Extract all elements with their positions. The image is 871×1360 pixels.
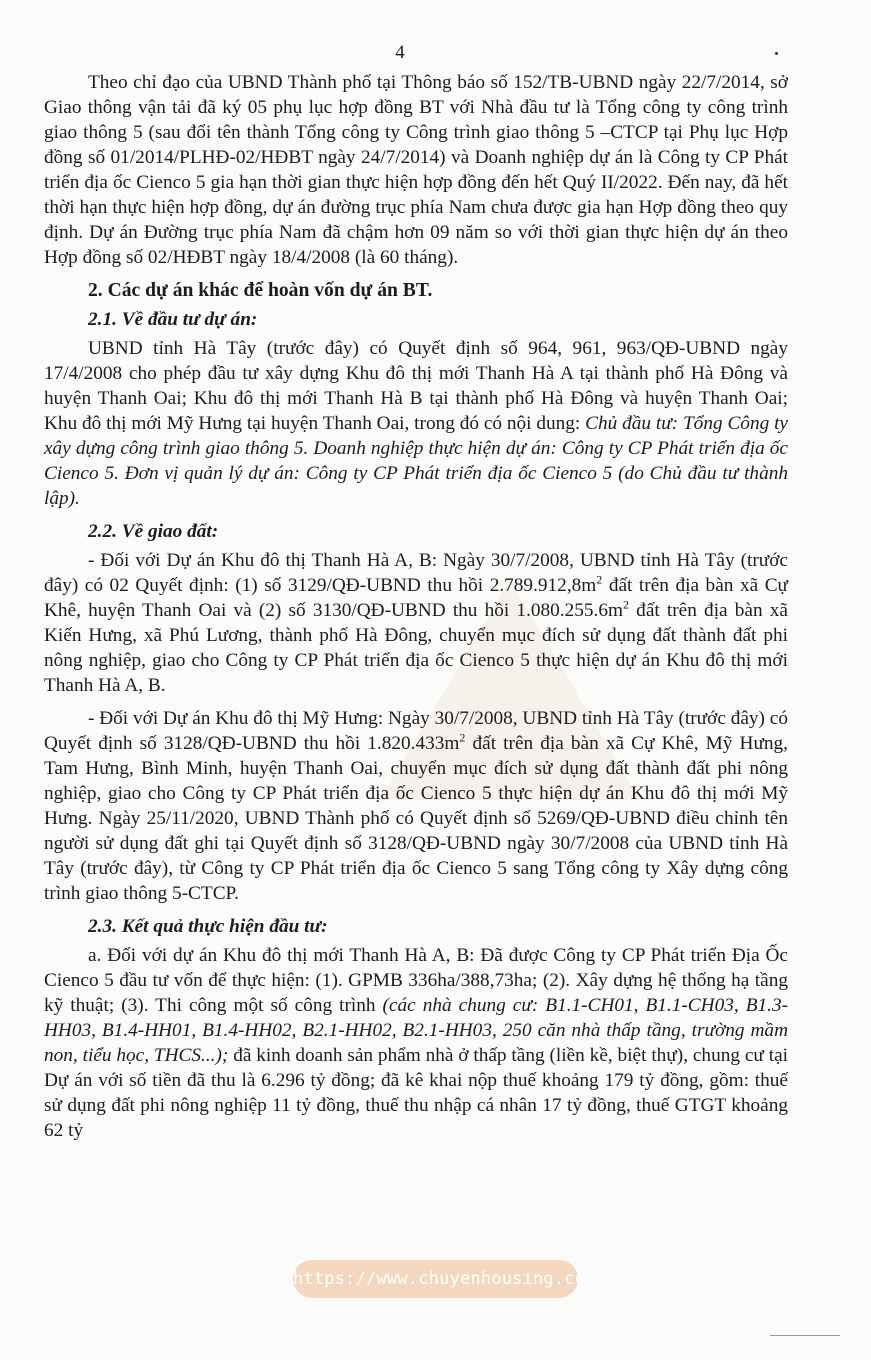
investment-text: UBND tỉnh Hà Tây (trước đây) có Quyết định số 964, 961, 963/QĐ-UBND ngày 17/4/2008 cho phép đầu tư xây dựng Khu đô thị mới Thanh Hà A tại thành phố Hà Đông và huyện Thanh Oai; Khu đô thị mới Thanh Hà B tại thành phố Hà Đông và huyện Thanh Oai; Khu đô thị mới Mỹ Hưng tại huyện Thanh Oai, trong đó có nội dung: <box>44 338 788 434</box>
results-text-1: a. Đối với dự án Khu đô thị mới Thanh Hà A, B: Đã được Công ty CP Phát triển Địa Ốc Cienco 5 đầu tư vốn để thực hiện: (1). GPMB 336ha/388,73ha; (2). Xây dựng hệ thống hạ tầng kỹ thuật; (3). Thi công một số công trình <box>44 945 788 1016</box>
land-text-3: đất trên địa bàn xã Kiến Hưng, xã Phú Lương, thành phố Hà Đông, chuyển mục đích sử dụng đất thành đất phi nông nghiệp, giao cho Công ty CP Phát triển địa ốc Cienco 5 thực hiện dự án Khu đô thị mới Thanh Hà A, B. <box>44 600 788 696</box>
paragraph-results <box>44 943 788 1143</box>
heading-2-2: 2.2. Về giao đất: <box>88 521 219 542</box>
bottom-rule <box>770 1335 840 1336</box>
land-text-1: - Đối với Dự án Khu đô thị Thanh Hà A, B: Ngày 30/7/2008, UBND tỉnh Hà Tây (trước đây) có 02 Quyết định: (1) số 3129/QĐ-UBND thu hồi 2.789.912,8m <box>44 550 788 596</box>
heading-2-1: 2.1. Về đầu tư dự án: <box>88 309 258 330</box>
results-text-2: đã kinh doanh sản phẩm nhà ở thấp tầng (liền kề, biệt thự), chung cư tại Dự án với số tiền đã thu là 6.296 tỷ đồng; đã kê khai nộp thuế khoảng 179 tỷ đồng, gồm: thuế sử dụng đất phi nông nghiệp 11 tỷ đồng, thuế thu nhập cá nhân 17 tỷ đồng, thuế GTGT khoảng 62 tỷ <box>44 1045 788 1141</box>
document-body <box>44 70 788 1145</box>
superscript: 2 <box>459 730 466 745</box>
investment-italic: Chủ đầu tư: Tổng Công ty xây dựng công trình giao thông 5. Doanh nghiệp thực hiện dự án: Công ty CP Phát triển địa ốc Cienco 5. Đơn vị quản lý dự án: Công ty CP Phát triển địa ốc Cienco 5 (do Chủ đầu tư thành lập). <box>44 413 788 509</box>
my-hung-text-2: đất trên địa bàn xã Cự Khê, Mỹ Hưng, Tam Hưng, Bình Minh, huyện Thanh Oai, chuyển mục đích sử dụng đất thành đất phi nông nghiệp, giao cho Công ty CP Phát triển địa ốc Cienco 5 thực hiện dự án Khu đô thị mới Mỹ Hưng. Ngày 25/11/2020, UBND Thành phố có Quyết định số 5269/QĐ-UBND điều chỉnh tên người sử dụng đất ghi tại Quyết định số 3128/QĐ-UBND ngày 30/7/2008 của UBND tỉnh Hà Tây (trước đây), từ Công ty CP Phát triển địa ốc Cienco 5 sang Tổng công ty Xây dựng công trình giao thông 5-CTCP. <box>44 733 788 904</box>
heading-section-2: 2. Các dự án khác để hoàn vốn dự án BT. <box>88 280 433 301</box>
superscript: 2 <box>623 597 630 612</box>
paragraph-bt-contract: Theo chỉ đạo của UBND Thành phố tại Thông báo số 152/TB-UBND ngày 22/7/2014, sở Giao thông vận tải đã ký 05 phụ lục hợp đồng BT với Nhà đầu tư là Tổng công ty công trình giao thông 5 (sau đổi tên thành Tổng công ty Công trình giao thông 5 –CTCP tại Phụ lục Hợp đồng số 01/2014/PLHĐ-02/HĐBT ngày 24/7/2014) và Doanh nghiệp dự án là Công ty CP Phát triển địa ốc Cienco 5 gia hạn thời gian thực hiện hợp đồng đến hết Quý II/2022. Đến nay, đã hết thời hạn thực hiện hợp đồng, dự án đường trục phía Nam chưa được gia hạn Hợp đồng theo quy định. Dự án Đường trục phía Nam đã chậm hơn 09 năm so với thời gian thực hiện dự án theo Hợp đồng số 02/HĐBT ngày 18/4/2008 (là 60 tháng). <box>44 72 788 268</box>
page-number: 4 <box>395 42 405 63</box>
paragraph-investment <box>44 336 788 511</box>
my-hung-text-1: - Đối với Dự án Khu đô thị Mỹ Hưng: Ngày 30/7/2008, UBND tỉnh Hà Tây (trước đây) có Quyết định số 3128/QĐ-UBND thu hồi 1.820.433m <box>44 708 788 754</box>
superscript: 2 <box>596 572 603 587</box>
heading-2-3: 2.3. Kết quả thực hiện đầu tư: <box>88 916 328 937</box>
scan-speck <box>775 52 778 55</box>
paragraph-land-thanh-ha <box>44 548 788 698</box>
paragraph-land-my-hung <box>44 706 788 906</box>
land-text-2: đất trên địa bàn xã Cự Khê, huyện Thanh Oai và (2) số 3130/QĐ-UBND thu hồi 1.080.255.6m <box>44 575 788 621</box>
results-italic: (các nhà chung cư: B1.1-CH01, B1.1-CH03, B1.3-HH03, B1.4-HH01, B1.4-HH02, B2.1-HH02, B2.1-HH03, 250 căn nhà thấp tầng, trường mầm non, tiểu học, THCS...); <box>44 995 789 1066</box>
watermark-url: https://www.chuyenhousing.com/ <box>293 1260 578 1298</box>
